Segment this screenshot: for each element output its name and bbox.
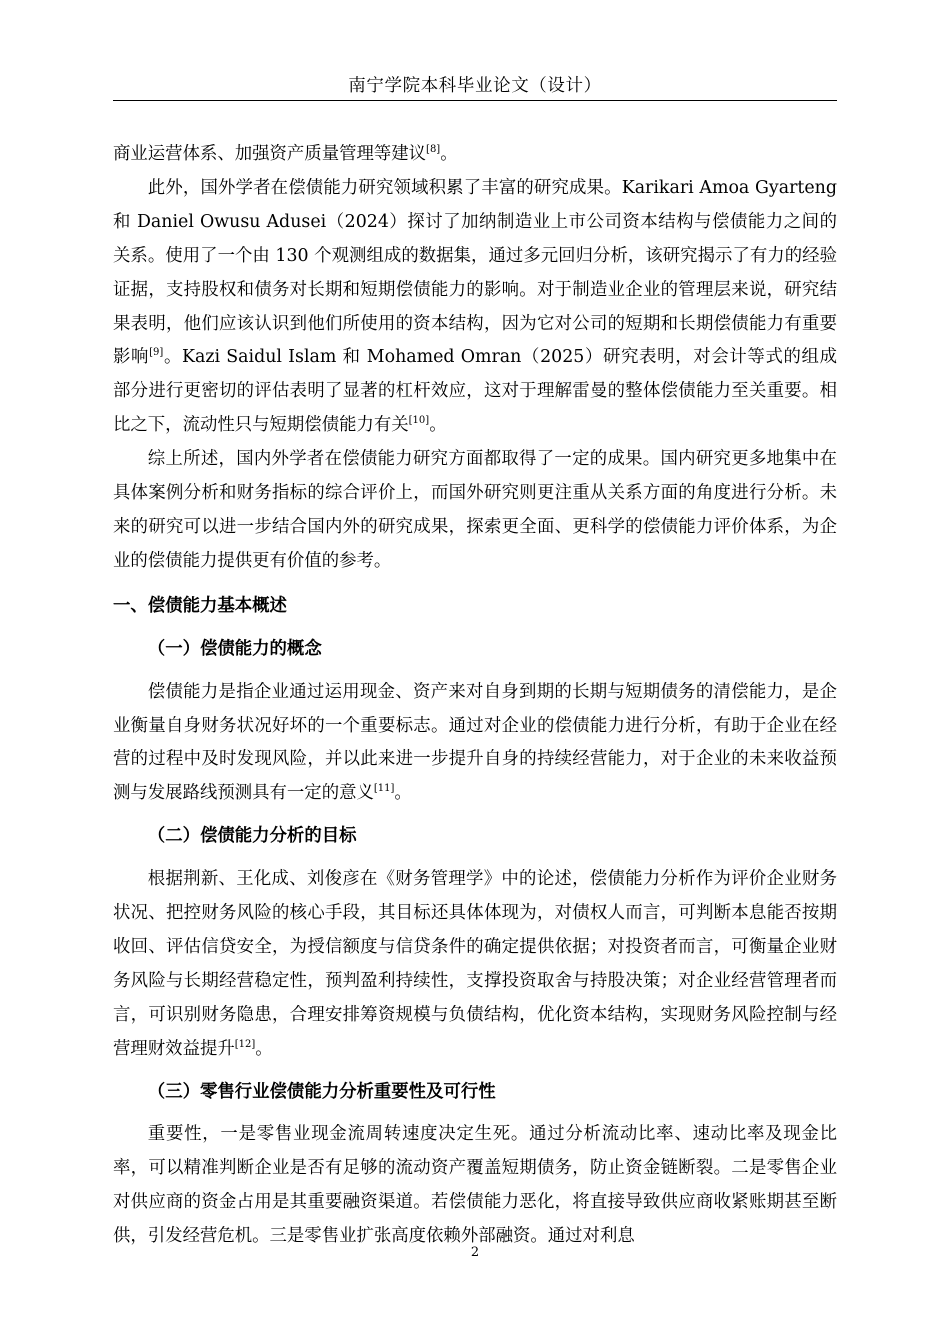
- paragraph-concept: [113, 676, 837, 812]
- paragraph-text: 综上所述，国内外学者在偿债能力研究方面都取得了一定的成果。国内研究更多地集中在具体案例分析和财务指标的综合评价上，而国外研究则更注重从关系方面的角度进行分析。未来的研究可以进一步结合国内外的研究成果，探索更全面、更科学的偿债能力评价体系，为企业的偿债能力提供更有价值的参考。: [113, 449, 837, 571]
- subsection-heading-retail: （三）零售行业偿债能力分析重要性及可行性: [147, 1081, 496, 1102]
- paragraph-goals: [113, 863, 837, 1066]
- paragraph-importance: [113, 1118, 837, 1254]
- paragraph-text: 偿债能力是指企业通过运用现金、资产来对自身到期的长期与短期债务的清偿能力，是企业衡量自身财务状况好坏的一个重要标志。通过对企业的偿债能力进行分析，有助于企业在经营的过程中及时发现风险，并以此来进一步提升自身的持续经营能力，对于企业的未来收益预测与发展路线预测具有一定的意义: [113, 681, 837, 804]
- paragraph-summary: [113, 443, 837, 579]
- subsection-heading-goals: （二）偿债能力分析的目标: [147, 826, 357, 847]
- citation-ref: [8]: [426, 144, 441, 156]
- citation-ref: [9]: [149, 347, 164, 359]
- paragraph-text: 商业运营体系、加强资产质量管理等建议: [113, 144, 427, 164]
- paragraph-text-2: 。Kazi Saidul Islam 和 Mohamed Omran（2025）研究表明，对会计等式的组成部分进行更密切的评估表明了显著的杠杆效应，这对于理解雷曼的整体偿债能力至关重要。相比之下，流动性只与短期偿债能力有关: [113, 347, 837, 436]
- section-heading: 一、偿债能力基本概述: [113, 595, 287, 616]
- subsection-heading-concept: （一）偿债能力的概念: [147, 638, 322, 659]
- paragraph-text: 根据荆新、王化成、刘俊彦在《财务管理学》中的论述，偿债能力分析作为评价企业财务状况、把控财务风险的核心手段，其目标还具体体现为，对债权人而言，可判断本息能否按期收回、评估信贷安全，为授信额度与信贷条件的确定提供依据；对投资者而言，可衡量企业财务风险与长期经营稳定性，预判盈利持续性，支撑投资取舍与持股决策；对企业经营管理者而言，可识别财务隐患，合理安排筹资规模与负债结构，优化资本结构，实现财务风险控制与经营理财效益提升: [113, 869, 837, 1059]
- paragraph-continuation: [113, 138, 837, 172]
- paragraph-text: 重要性，一是零售业现金流周转速度决定生死。通过分析流动比率、速动比率及现金比率，可以精准判断企业是否有足够的流动资产覆盖短期债务，防止资金链断裂。二是零售企业对供应商的资金占用是其重要融资渠道。若偿债能力恶化，将直接导致供应商收紧账期甚至断供，引发经营危机。三是零售业扩张高度依赖外部融资。通过对利息: [113, 1124, 837, 1247]
- page-number: 2: [470, 1245, 480, 1260]
- page-body: [113, 138, 837, 1254]
- citation-ref: [10]: [408, 415, 430, 427]
- paragraph-tail: 。: [429, 415, 447, 436]
- paragraph-tail: 。: [440, 144, 458, 164]
- paragraph-text: 此外，国外学者在偿债能力研究领域积累了丰富的研究成果。Karikari Amoa Gyarteng 和 Daniel Owusu Adusei（2024）探讨了加纳制造业上市公司资本结构与偿债能力之间的关系。使用了一个由 130 个观测组成的数据集，通过多元回归分析，该研究揭示了有力的经验证据，支持股权和债务对长期和短期偿债能力的影响。对于制造业企业的管理层来说，研究结果表明，他们应该认识到他们所使用的资本结构，因为它对公司的短期和长期偿债能力有重要影响: [113, 177, 837, 368]
- paragraph-tail: 。: [255, 1038, 273, 1059]
- header-divider: [113, 100, 837, 101]
- page-header-title: 南宁学院本科毕业论文（设计）: [348, 76, 602, 96]
- paragraph-foreign-research: [113, 172, 837, 443]
- citation-ref: [12]: [234, 1038, 256, 1050]
- paragraph-tail: 。: [394, 783, 412, 804]
- citation-ref: [11]: [373, 783, 395, 795]
